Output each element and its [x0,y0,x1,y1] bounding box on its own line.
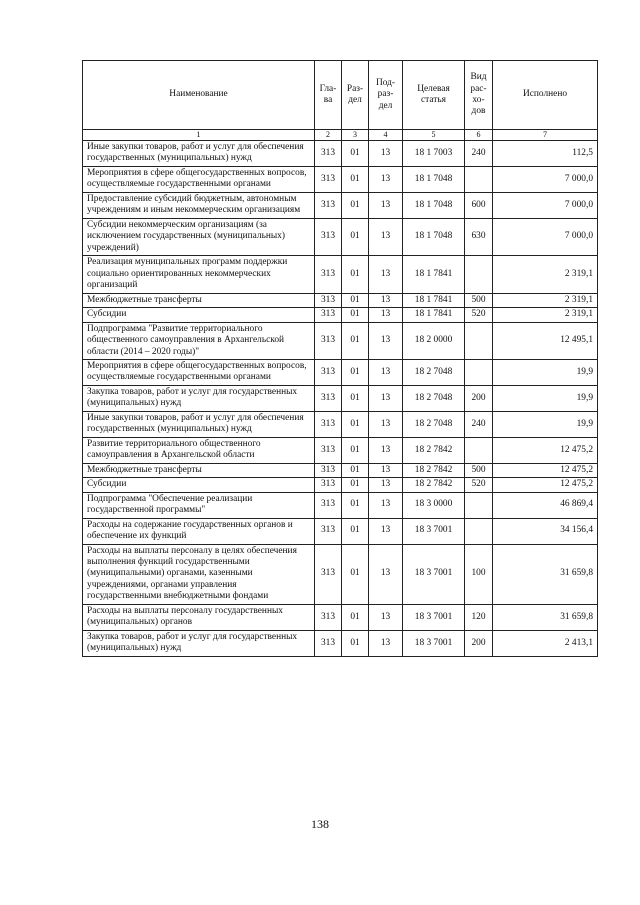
cell-name: Мероприятия в сфере общегосударственных вопросов, осуществляемые государственными органами [83,166,315,192]
cell-name: Развитие территориального общественного самоуправления в Архангельской области [83,437,315,463]
cell-glava: 313 [315,604,342,630]
column-header-name: Наименование [83,61,315,130]
column-header-ispolneno: Исполнено [493,61,598,130]
table-row [83,463,598,477]
cell-podrazdel: 13 [369,141,403,167]
column-number-glava: 2 [315,130,342,141]
table-row [83,308,598,322]
cell-podrazdel: 13 [369,308,403,322]
header-row [83,61,598,130]
cell-glava: 313 [315,308,342,322]
cell-podrazdel: 13 [369,544,403,604]
cell-statya: 18 1 7841 [403,293,465,307]
cell-razdel: 01 [342,630,369,656]
cell-razdel: 01 [342,308,369,322]
cell-glava: 313 [315,166,342,192]
cell-podrazdel: 13 [369,385,403,411]
table-row [83,492,598,518]
cell-ispolneno: 2 413,1 [493,630,598,656]
cell-name: Субсидии [83,478,315,492]
cell-podrazdel: 13 [369,630,403,656]
cell-glava: 313 [315,518,342,544]
cell-statya: 18 3 7001 [403,518,465,544]
cell-ispolneno: 19,9 [493,411,598,437]
table-row [83,437,598,463]
cell-podrazdel: 13 [369,166,403,192]
table-row [83,630,598,656]
cell-podrazdel: 13 [369,518,403,544]
cell-razdel: 01 [342,518,369,544]
cell-vid [465,437,493,463]
cell-glava: 313 [315,630,342,656]
cell-razdel: 01 [342,166,369,192]
column-header-glava: Гла- ва [315,61,342,130]
column-number-row [83,130,598,141]
cell-statya: 18 3 7001 [403,544,465,604]
cell-razdel: 01 [342,478,369,492]
cell-statya: 18 1 7841 [403,256,465,293]
cell-statya: 18 1 7841 [403,308,465,322]
cell-podrazdel: 13 [369,192,403,218]
cell-vid [465,166,493,192]
cell-ispolneno: 12 475,2 [493,463,598,477]
cell-name: Закупка товаров, работ и услуг для государственных (муниципальных) нужд [83,385,315,411]
cell-vid [465,518,493,544]
cell-podrazdel: 13 [369,492,403,518]
cell-name: Реализация муниципальных программ поддержки социально ориентированных некоммерческих организаций [83,256,315,293]
cell-ispolneno: 7 000,0 [493,192,598,218]
table-row [83,192,598,218]
cell-vid: 200 [465,630,493,656]
page-number: 138 [311,817,329,831]
cell-ispolneno: 34 156,4 [493,518,598,544]
table-row [83,293,598,307]
table-row [83,478,598,492]
cell-statya: 18 1 7048 [403,192,465,218]
cell-vid: 630 [465,218,493,255]
cell-vid: 240 [465,411,493,437]
cell-ispolneno: 2 319,1 [493,308,598,322]
cell-glava: 313 [315,463,342,477]
cell-ispolneno: 112,5 [493,141,598,167]
cell-vid: 600 [465,192,493,218]
cell-ispolneno: 31 659,8 [493,544,598,604]
column-number-razdel: 3 [342,130,369,141]
cell-ispolneno: 7 000,0 [493,218,598,255]
cell-razdel: 01 [342,141,369,167]
cell-glava: 313 [315,359,342,385]
cell-glava: 313 [315,141,342,167]
cell-ispolneno: 2 319,1 [493,293,598,307]
cell-glava: 313 [315,385,342,411]
cell-razdel: 01 [342,492,369,518]
table-row [83,544,598,604]
cell-podrazdel: 13 [369,478,403,492]
cell-vid: 500 [465,293,493,307]
cell-ispolneno: 2 319,1 [493,256,598,293]
cell-name: Межбюджетные трансферты [83,463,315,477]
cell-vid: 520 [465,478,493,492]
column-number-ispolneno: 7 [493,130,598,141]
cell-vid [465,359,493,385]
column-number-podrazdel: 4 [369,130,403,141]
cell-ispolneno: 46 869,4 [493,492,598,518]
cell-glava: 313 [315,192,342,218]
column-header-statya: Целевая статья [403,61,465,130]
cell-name: Иные закупки товаров, работ и услуг для обеспечения государственных (муниципальных) нужд [83,411,315,437]
cell-razdel: 01 [342,385,369,411]
cell-glava: 313 [315,256,342,293]
cell-statya: 18 1 7003 [403,141,465,167]
cell-podrazdel: 13 [369,411,403,437]
table-row [83,256,598,293]
column-number-vid: 6 [465,130,493,141]
cell-razdel: 01 [342,604,369,630]
table-row [83,411,598,437]
cell-vid: 500 [465,463,493,477]
cell-glava: 313 [315,492,342,518]
cell-podrazdel: 13 [369,463,403,477]
cell-ispolneno: 7 000,0 [493,166,598,192]
column-number-name: 1 [83,130,315,141]
cell-vid: 120 [465,604,493,630]
cell-vid: 240 [465,141,493,167]
cell-name: Подпрограмма "Обеспечение реализации государственной программы" [83,492,315,518]
cell-podrazdel: 13 [369,604,403,630]
cell-ispolneno: 31 659,8 [493,604,598,630]
table-row [83,166,598,192]
cell-statya: 18 2 7048 [403,385,465,411]
cell-razdel: 01 [342,437,369,463]
cell-podrazdel: 13 [369,359,403,385]
table-row [83,604,598,630]
cell-statya: 18 2 7842 [403,478,465,492]
table-row [83,141,598,167]
cell-name: Предоставление субсидий бюджетным, автономным учреждениям и иным некоммерческим организациям [83,192,315,218]
cell-razdel: 01 [342,218,369,255]
table-row [83,322,598,359]
cell-razdel: 01 [342,322,369,359]
table-row [83,359,598,385]
cell-podrazdel: 13 [369,256,403,293]
cell-glava: 313 [315,478,342,492]
cell-statya: 18 2 7048 [403,411,465,437]
cell-podrazdel: 13 [369,293,403,307]
cell-razdel: 01 [342,463,369,477]
cell-statya: 18 2 7842 [403,463,465,477]
cell-name: Мероприятия в сфере общегосударственных вопросов, осуществляемые государственными органами [83,359,315,385]
cell-glava: 313 [315,544,342,604]
cell-ispolneno: 19,9 [493,385,598,411]
table-row [83,385,598,411]
cell-glava: 313 [315,293,342,307]
column-number-statya: 5 [403,130,465,141]
cell-vid: 100 [465,544,493,604]
cell-statya: 18 2 7048 [403,359,465,385]
cell-statya: 18 2 0000 [403,322,465,359]
cell-razdel: 01 [342,359,369,385]
cell-vid: 520 [465,308,493,322]
cell-name: Иные закупки товаров, работ и услуг для обеспечения государственных (муниципальных) нужд [83,141,315,167]
cell-name: Межбюджетные трансферты [83,293,315,307]
table-row [83,518,598,544]
cell-name: Подпрограмма "Развитие территориального общественного самоуправления в Архангельской области (2014 – 2020 годы)" [83,322,315,359]
cell-razdel: 01 [342,544,369,604]
cell-glava: 313 [315,218,342,255]
cell-vid: 200 [465,385,493,411]
cell-statya: 18 1 7048 [403,218,465,255]
table-header [83,61,598,141]
cell-statya: 18 2 7842 [403,437,465,463]
cell-vid [465,492,493,518]
cell-statya: 18 1 7048 [403,166,465,192]
cell-podrazdel: 13 [369,218,403,255]
column-header-vid: Вид рас- хо- дов [465,61,493,130]
cell-name: Расходы на выплаты персоналу в целях обеспечения выполнения функций государственными (муниципальными) органами, казенными учреждениями, органами управления государственными внебюджетными фондами [83,544,315,604]
cell-razdel: 01 [342,411,369,437]
cell-vid [465,256,493,293]
column-header-razdel: Раз- дел [342,61,369,130]
cell-razdel: 01 [342,293,369,307]
cell-name: Закупка товаров, работ и услуг для государственных (муниципальных) нужд [83,630,315,656]
column-header-podrazdel: Под- раз- дел [369,61,403,130]
cell-name: Субсидии [83,308,315,322]
cell-glava: 313 [315,322,342,359]
cell-glava: 313 [315,437,342,463]
cell-ispolneno: 12 475,2 [493,437,598,463]
cell-ispolneno: 19,9 [493,359,598,385]
cell-glava: 313 [315,411,342,437]
cell-ispolneno: 12 495,1 [493,322,598,359]
cell-ispolneno: 12 475,2 [493,478,598,492]
cell-podrazdel: 13 [369,322,403,359]
cell-podrazdel: 13 [369,437,403,463]
cell-razdel: 01 [342,192,369,218]
budget-table [82,60,598,657]
cell-statya: 18 3 7001 [403,604,465,630]
cell-vid [465,322,493,359]
cell-name: Расходы на выплаты персоналу государственных (муниципальных) органов [83,604,315,630]
table-body [83,141,598,657]
cell-name: Расходы на содержание государственных органов и обеспечение их функций [83,518,315,544]
table-row [83,218,598,255]
cell-name: Субсидии некоммерческим организациям (за исключением государственных (муниципальных) учреждений) [83,218,315,255]
cell-statya: 18 3 7001 [403,630,465,656]
cell-statya: 18 3 0000 [403,492,465,518]
cell-razdel: 01 [342,256,369,293]
